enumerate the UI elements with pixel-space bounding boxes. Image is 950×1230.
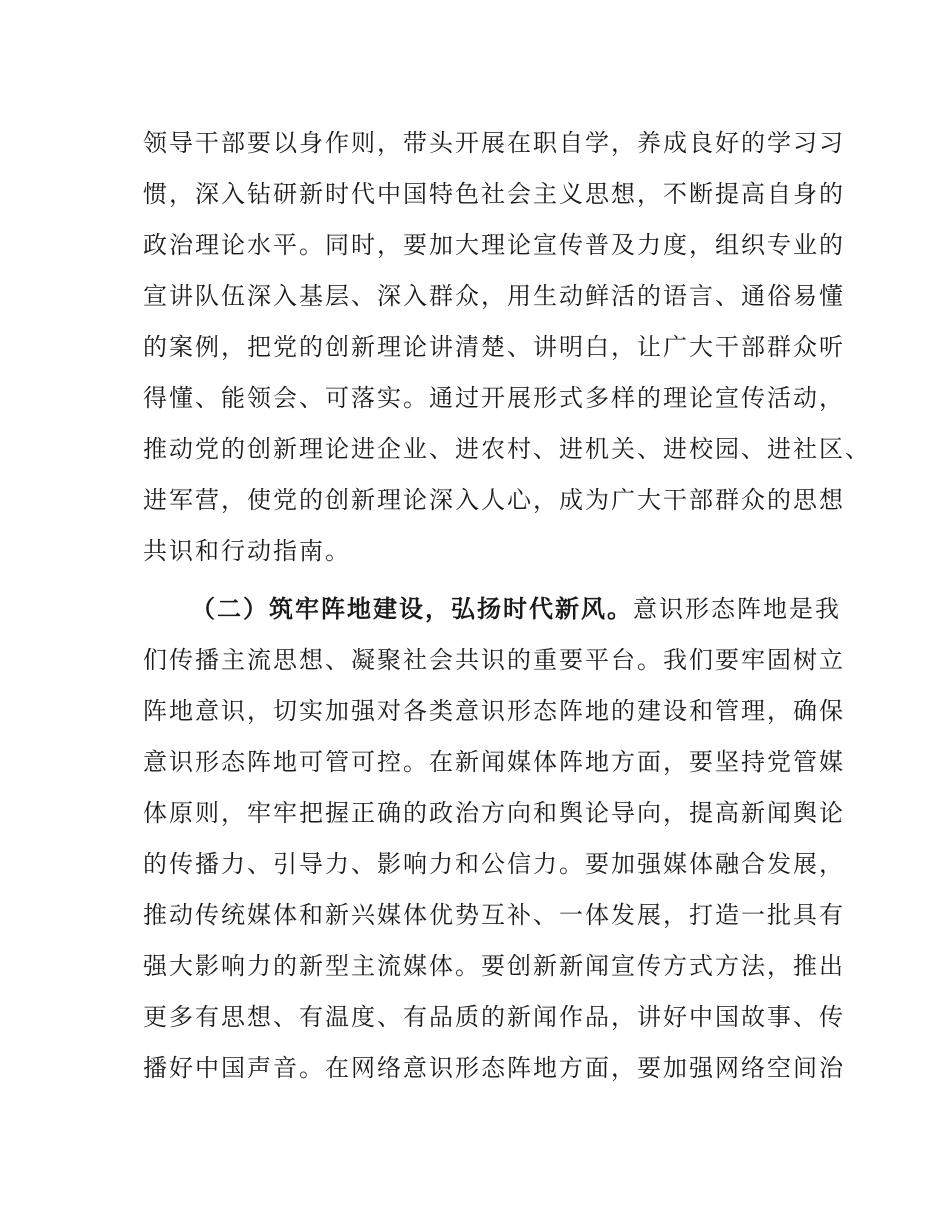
- section-heading: （二）筑牢阵地建设，弘扬时代新风。: [191, 595, 633, 623]
- paragraph2-first-line-text: 意识形态阵地是我: [633, 595, 841, 623]
- paragraph1-line-1: 领导干部要以身作则，带头开展在职自学，养成良好的学习习: [143, 129, 845, 157]
- paragraph1-line-3: 政治理论水平。同时，要加大理论宣传普及力度，组织专业的: [143, 231, 845, 259]
- paragraph1-line-2: 惯，深入钻研新时代中国特色社会主义思想，不断提高自身的: [143, 180, 845, 208]
- paragraph2-line-5: 体原则，牢牢把握正确的政治方向和舆论导向，提高新闻舆论: [143, 799, 845, 827]
- paragraph1-line-5: 的案例，把党的创新理论讲清楚、讲明白，让广大干部群众听: [143, 333, 845, 361]
- paragraph2-line-6: 的传播力、引导力、影响力和公信力。要加强媒体融合发展，: [143, 850, 845, 878]
- paragraph1-line-9: 共识和行动指南。: [143, 537, 351, 565]
- paragraph2-line-2: 们传播主流思想、凝聚社会共识的重要平台。我们要牢固树立: [143, 646, 845, 674]
- paragraph2-line-8: 强大影响力的新型主流媒体。要创新新闻宣传方式方法，推出: [143, 952, 845, 980]
- paragraph2-first-line: [191, 589, 841, 629]
- paragraph2-line-4: 意识形态阵地可管可控。在新闻媒体阵地方面，要坚持党管媒: [143, 748, 845, 776]
- paragraph1-line-4: 宣讲队伍深入基层、深入群众，用生动鲜活的语言、通俗易懂: [143, 282, 845, 310]
- paragraph2-line-7: 推动传统媒体和新兴媒体优势互补、一体发展，打造一批具有: [143, 901, 845, 929]
- paragraph1-line-8: 进军营，使党的创新理论深入人心，成为广大干部群众的思想: [143, 486, 845, 514]
- paragraph1-line-6: 得懂、能领会、可落实。通过开展形式多样的理论宣传活动，: [143, 384, 845, 412]
- paragraph1-line-7: 推动党的创新理论进企业、进农村、进机关、进校园、进社区、: [143, 435, 871, 463]
- paragraph2-line-3: 阵地意识，切实加强对各类意识形态阵地的建设和管理，确保: [143, 697, 845, 725]
- paragraph2-line-10: 播好中国声音。在网络意识形态阵地方面，要加强网络空间治: [143, 1054, 845, 1082]
- paragraph2-line-9: 更多有思想、有温度、有品质的新闻作品，讲好中国故事、传: [143, 1003, 845, 1031]
